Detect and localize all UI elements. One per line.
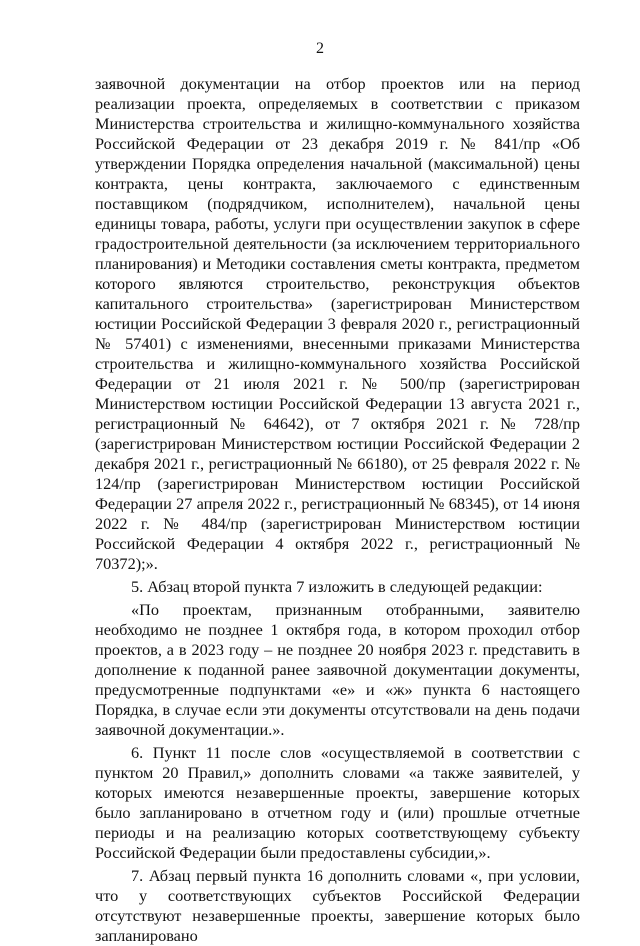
paragraph-item-5-quote: «По проектам, признанным отобранными, заявителю необходимо не позднее 1 октября года, в котором проходил отбор проектов, а в 2023 году – не позднее 20 ноября 2023 г. представить в дополнение к поданной ранее заявочной документации документы, предусмотренные подпунктами «е» и «ж» пункта 6 настоящего Порядка, в случае если эти документы отсутствовали на день подачи заявочной документации.».: [95, 600, 580, 739]
paragraph-item-5: 5. Абзац второй пункта 7 изложить в следующей редакции:: [131, 577, 543, 596]
document-body: [95, 74, 580, 946]
page-number: 2: [316, 40, 324, 57]
paragraph-item-6: 6. Пункт 11 после слов «осуществляемой в соответствии с пунктом 20 Правил,» дополнить словами «а также заявителей, у которых имеются незавершенные проекты, завершение которых было запланировано в отчетном году и (или) прошлые отчетные периоды и на реализацию которых соответствующему субъекту Российской Федерации были предоставлены субсидии,».: [95, 743, 580, 862]
paragraph-item-7: 7. Абзац первый пункта 16 дополнить словами «, при условии, что у соответствующих субъектов Российской Федерации отсутствуют незавершенные проекты, завершение которых было запланировано: [95, 866, 580, 945]
paragraph-continuation: заявочной документации на отбор проектов или на период реализации проекта, определяемых в соответствии с приказом Министерства строительства и жилищно-коммунального хозяйства Российской Федерации от 23 декабря 2019 г. № 841/пр «Об утверждении Порядка определения начальной (максимальной) цены контракта, цены контракта, заключаемого с единственным поставщиком (подрядчиком, исполнителем), начальной цены единицы товара, работы, услуги при осуществлении закупок в сфере градостроительной деятельности (за исключением территориального планирования) и Методики составления сметы контракта, предметом которого являются строительство, реконструкция объектов капитального строительства» (зарегистрирован Министерством юстиции Российской Федерации 3 февраля 2020 г., регистрационный № 57401) с изменениями, внесенными приказами Министерства строительства и жилищно-коммунального хозяйства Российской Федерации от 21 июля 2021 г. № 500/пр (зарегистрирован Министерством юстиции Российской Федерации 13 августа 2021 г., регистрационный № 64642), от 7 октября 2021 г. № 728/пр (зарегистрирован Министерством юстиции Российской Федерации 2 декабря 2021 г., регистрационный № 66180), от 25 февраля 2022 г. № 124/пр (зарегистрирован Министерством юстиции Российской Федерации 27 апреля 2022 г., регистрационный № 68345), от 14 июня 2022 г. № 484/пр (зарегистрирован Министерством юстиции Российской Федерации 4 октября 2022 г., регистрационный № 70372);».: [95, 74, 580, 573]
